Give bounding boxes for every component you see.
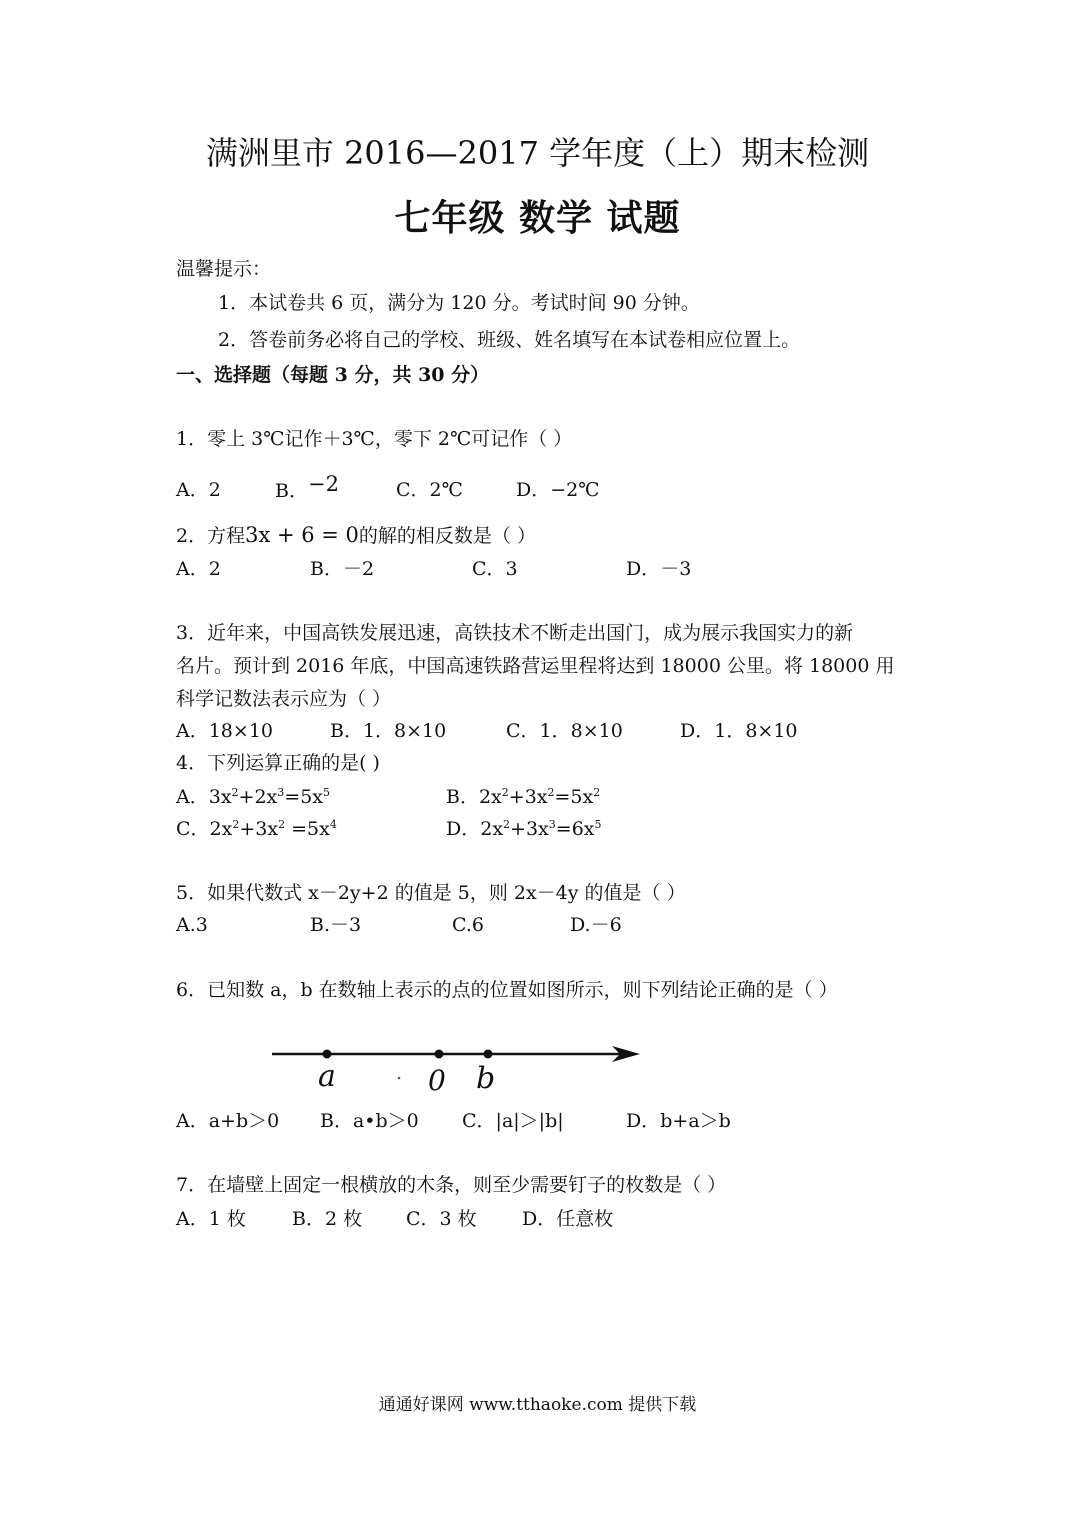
q4-option-b-label: B． bbox=[446, 786, 479, 808]
q2-option-a: A．2 bbox=[176, 558, 221, 580]
q4-c-term-1: 2x bbox=[209, 818, 233, 840]
q4-d-exp-3: 5 bbox=[594, 818, 602, 831]
number-line-figure bbox=[268, 1036, 648, 1100]
q5-option-b: B.－3 bbox=[310, 914, 362, 936]
q3-option-b: B．1．8×10 bbox=[330, 720, 447, 742]
q1-option-d: D．−2℃ bbox=[516, 479, 600, 501]
q1-stem: 1．零上 3℃记作＋3℃，零下 2℃可记作（ ） bbox=[176, 428, 573, 450]
page-title: 满洲里市 2016—2017 学年度（上）期末检测 bbox=[205, 134, 870, 172]
q4-a-term-3: =5x bbox=[284, 786, 324, 808]
q6-option-c: C．|a|＞|b| bbox=[462, 1110, 564, 1132]
q5-option-a: A.3 bbox=[176, 914, 208, 936]
q1-option-c: C．2℃ bbox=[396, 479, 463, 501]
tips-item-1: 1．本试卷共 6 页，满分为 120 分。考试时间 90 分钟。 bbox=[218, 292, 700, 314]
q7-option-d: D．任意枚 bbox=[522, 1208, 614, 1230]
q4-a-term-1: 3x bbox=[208, 786, 232, 808]
q4-option-a-label: A． bbox=[176, 786, 209, 808]
q4-d-term-2: +3x bbox=[510, 818, 549, 840]
q4-stem: 4．下列运算正确的是( ) bbox=[176, 752, 380, 774]
q1-option-b-value: −2 bbox=[307, 472, 339, 496]
point-zero bbox=[435, 1050, 444, 1059]
q6-stem: 6．已知数 a，b 在数轴上表示的点的位置如图所示，则下列结论正确的是（ ） bbox=[176, 979, 838, 1001]
q5-option-c: C.6 bbox=[452, 914, 484, 936]
q4-b-exp-2: 2 bbox=[547, 786, 555, 799]
q4-option-c bbox=[176, 816, 337, 842]
q4-option-a bbox=[176, 784, 330, 810]
section-heading: 一、选择题（每题 3 分，共 30 分） bbox=[176, 364, 490, 386]
q6-option-b: B．a•b＞0 bbox=[320, 1110, 419, 1132]
q4-c-exp-1: 2 bbox=[232, 818, 240, 831]
q4-d-term-1: 2x bbox=[480, 818, 504, 840]
q2-option-b: B．－2 bbox=[310, 558, 375, 580]
tips-item-2: 2．答卷前务必将自己的学校、班级、姓名填写在本试卷相应位置上。 bbox=[218, 329, 801, 351]
q2-stem-pre: 2．方程 bbox=[176, 525, 246, 547]
q6-option-a: A．a+b＞0 bbox=[176, 1110, 280, 1132]
q4-option-b bbox=[446, 784, 600, 810]
q4-a-exp-3: 5 bbox=[323, 786, 331, 799]
q4-b-exp-3: 2 bbox=[593, 786, 601, 799]
q2-equation: 3x + 6 = 0 bbox=[245, 523, 359, 547]
q4-c-exp-3: 4 bbox=[329, 818, 337, 831]
q3-stem-line-3: 科学记数法表示应为（ ） bbox=[176, 688, 392, 710]
q4-option-c-label: C． bbox=[176, 818, 210, 840]
q7-stem: 7．在墙壁上固定一根横放的木条，则至少需要钉子的枚数是（ ） bbox=[176, 1174, 727, 1196]
q3-option-d: D．1．8×10 bbox=[680, 720, 798, 742]
q4-a-exp-1: 2 bbox=[231, 786, 239, 799]
stray-dot bbox=[398, 1077, 401, 1080]
q4-a-term-2: +2x bbox=[238, 786, 278, 808]
label-b: b bbox=[476, 1061, 496, 1096]
q4-b-exp-1: 2 bbox=[501, 786, 509, 799]
q4-b-term-1: 2x bbox=[478, 786, 502, 808]
label-zero: 0 bbox=[428, 1064, 446, 1097]
q4-d-exp-1: 2 bbox=[503, 818, 511, 831]
label-a: a bbox=[318, 1059, 336, 1094]
q4-c-term-3: =5x bbox=[285, 818, 330, 840]
q2-option-d: D．－3 bbox=[626, 558, 692, 580]
q5-option-d: D.－6 bbox=[570, 914, 622, 936]
q4-d-exp-2: 3 bbox=[548, 818, 556, 831]
q4-option-d-label: D． bbox=[446, 818, 481, 840]
q3-stem-line-1: 3．近年来，中国高铁发展迅速，高铁技术不断走出国门，成为展示我国实力的新 bbox=[176, 622, 854, 644]
number-line-svg bbox=[268, 1036, 648, 1100]
q1-option-b-label: B． bbox=[275, 480, 308, 502]
point-b bbox=[484, 1050, 493, 1059]
q7-option-a: A．1 枚 bbox=[176, 1208, 246, 1230]
q5-stem: 5．如果代数式 x－2y+2 的值是 5，则 2x－4y 的值是（ ） bbox=[176, 882, 686, 904]
q4-b-term-2: +3x bbox=[508, 786, 548, 808]
q4-d-term-3: =6x bbox=[555, 818, 595, 840]
page-subtitle: 七年级 数学 试题 bbox=[394, 197, 681, 239]
q1-option-b bbox=[275, 472, 339, 504]
q2-stem bbox=[176, 522, 536, 549]
q1-option-a: A．2 bbox=[176, 479, 221, 501]
q7-option-b: B．2 枚 bbox=[292, 1208, 363, 1230]
q3-option-c: C．1．8×10 bbox=[506, 720, 623, 742]
q4-a-exp-2: 3 bbox=[277, 786, 285, 799]
q4-c-exp-2: 2 bbox=[278, 818, 286, 831]
q2-stem-post: 的解的相反数是（ ） bbox=[358, 525, 536, 547]
q4-c-term-2: +3x bbox=[239, 818, 279, 840]
tips-heading: 温馨提示： bbox=[176, 258, 272, 280]
q6-option-d: D．b+a＞b bbox=[626, 1110, 731, 1132]
footer-text: 通通好课网 www.tthaoke.com 提供下载 bbox=[378, 1395, 697, 1415]
q3-option-a: A．18×10 bbox=[176, 720, 273, 742]
q4-option-d bbox=[446, 816, 602, 842]
q4-b-term-3: =5x bbox=[554, 786, 594, 808]
q2-option-c: C．3 bbox=[472, 558, 518, 580]
q3-stem-line-2: 名片。预计到 2016 年底，中国高速铁路营运里程将达到 18000 公里。将 18000 用 bbox=[176, 655, 895, 677]
q7-option-c: C．3 枚 bbox=[406, 1208, 477, 1230]
point-a bbox=[323, 1050, 332, 1059]
